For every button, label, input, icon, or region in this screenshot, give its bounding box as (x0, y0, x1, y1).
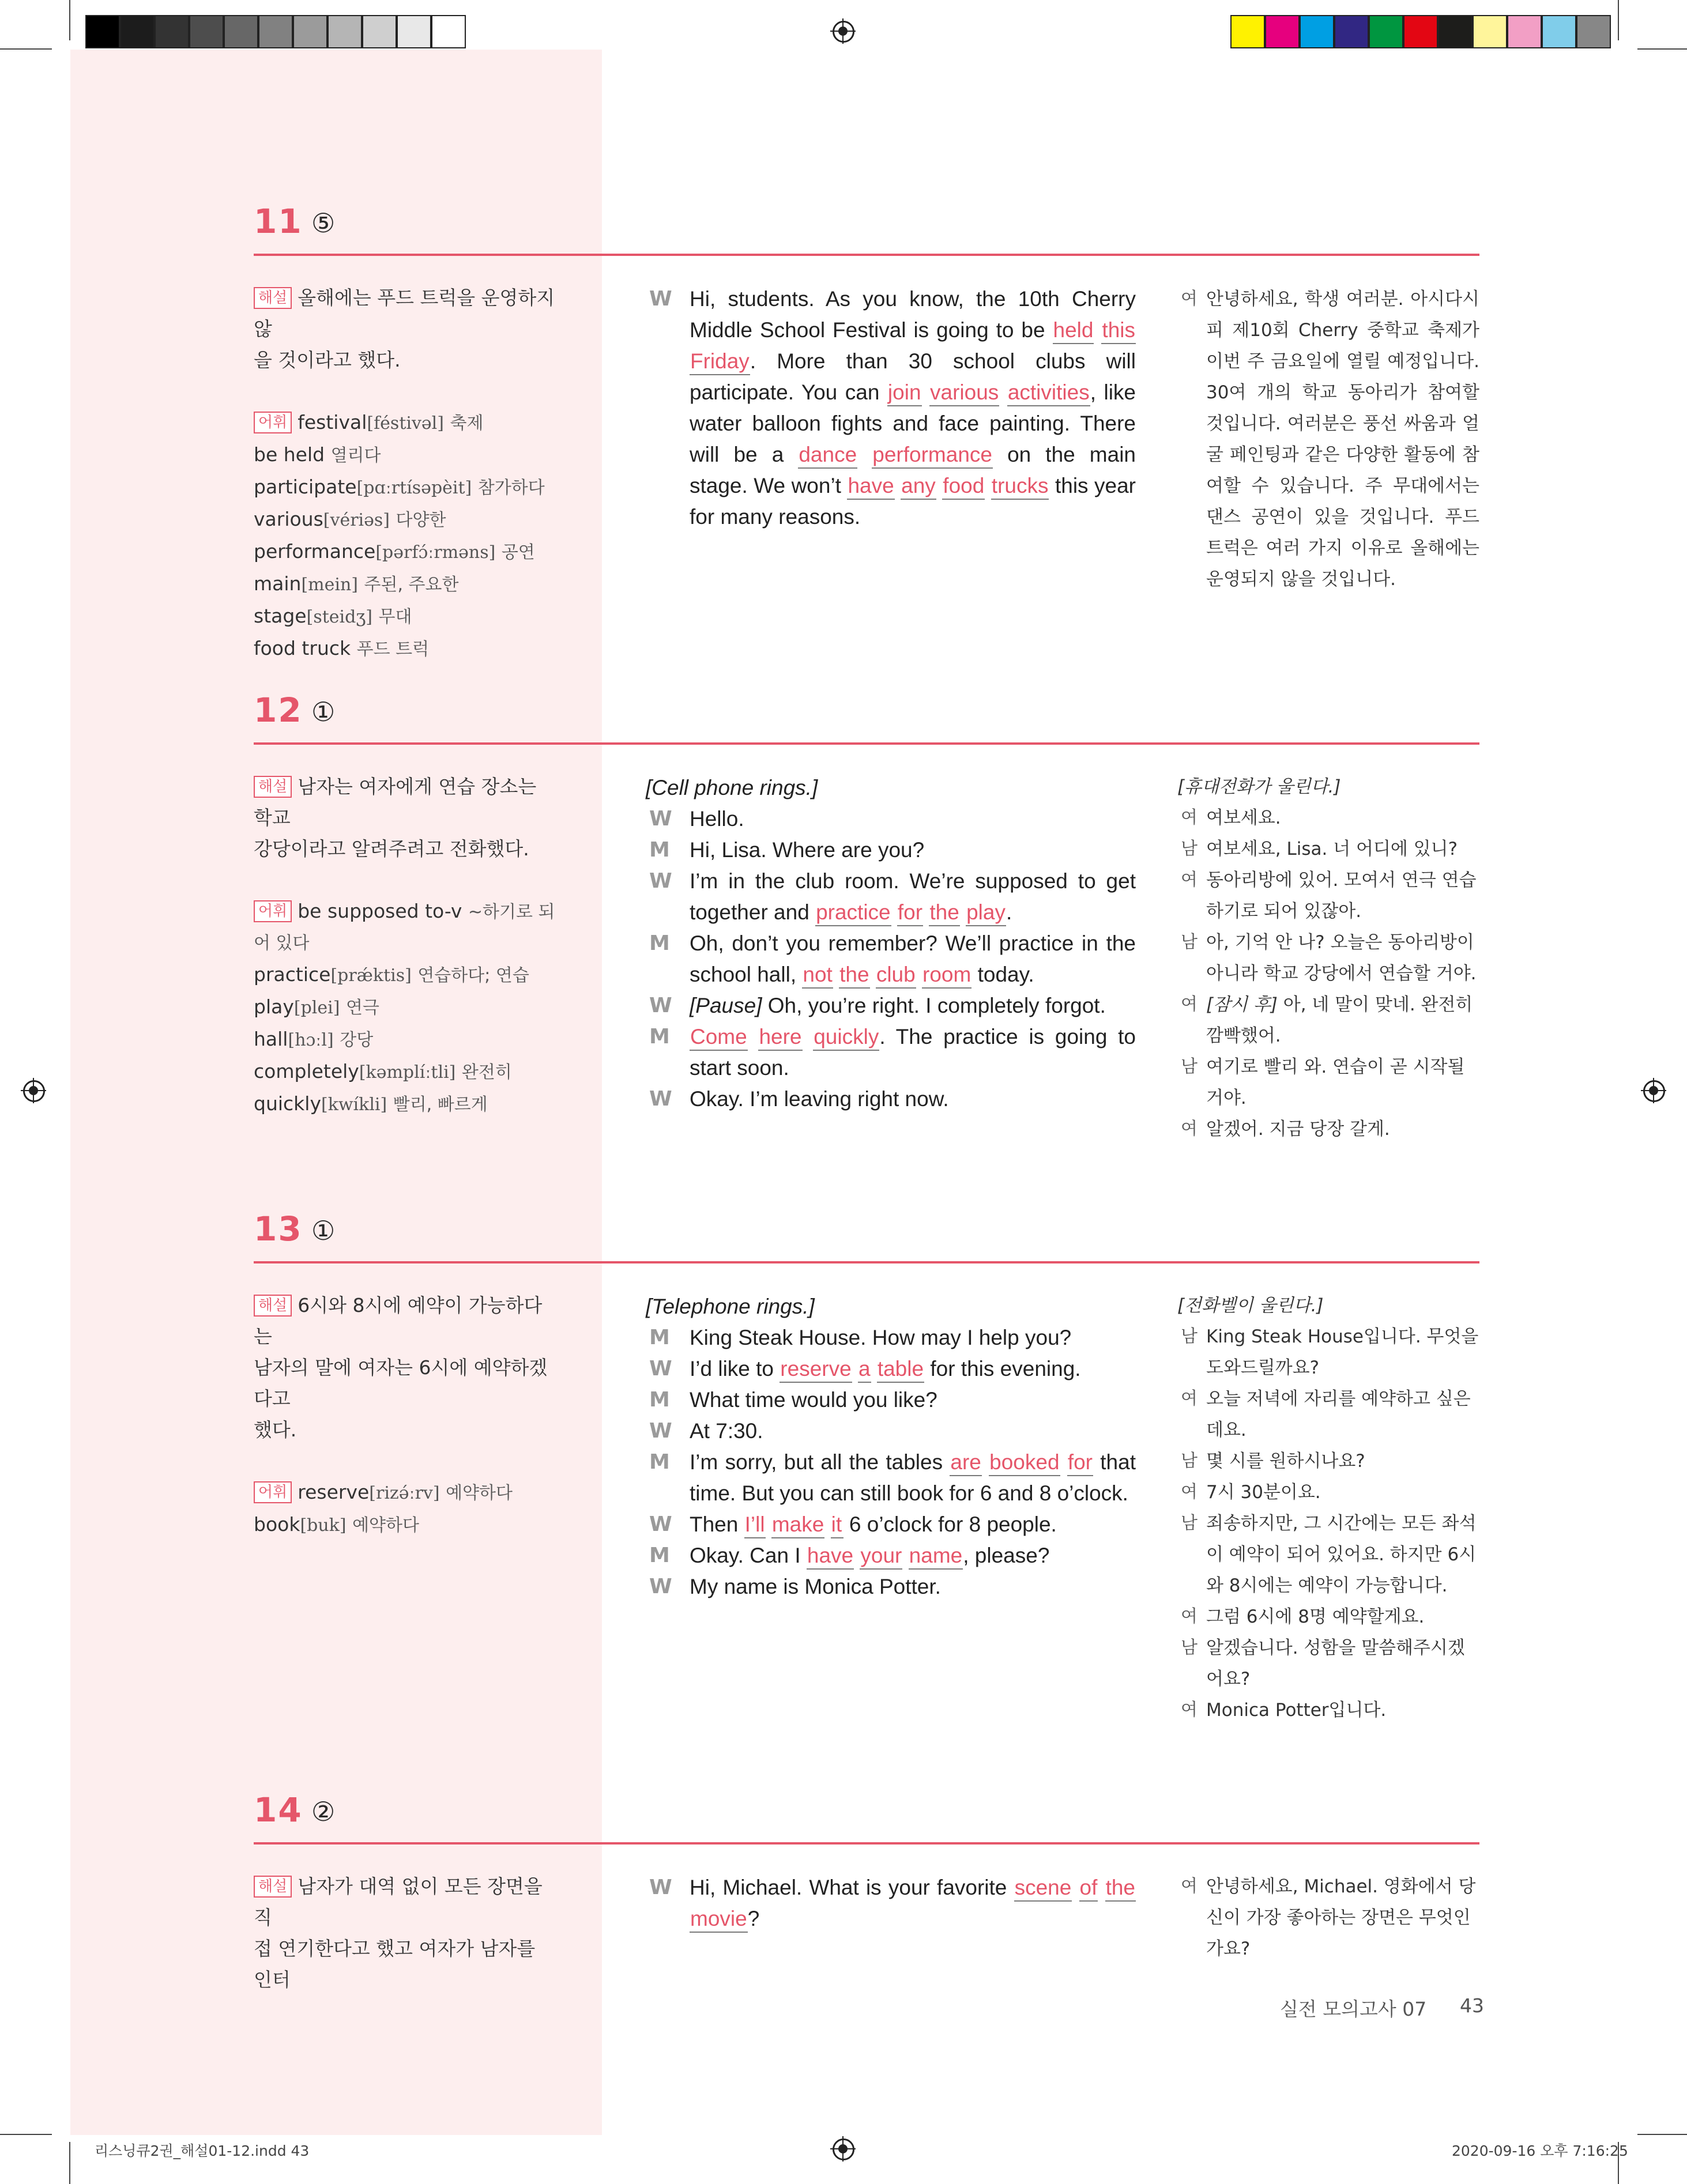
translation-text: 알겠어. 지금 당장 갈게. (1206, 1119, 1390, 1140)
explanation-line: 남자는 여자에게 연습 장소는 학교 (254, 775, 537, 829)
translation-text: 여기로 빨리 와. 연습이 곧 시작될 거야. (1206, 1057, 1465, 1108)
translation-text: 죄송하지만, 그 시간에는 모든 좌석이 예약이 되어 있어요. 하지만 6시와 8시에는 예약이 가능합니다. (1206, 1513, 1477, 1596)
script-text: Hi, Michael. What is your favorite (690, 1876, 1014, 1899)
vocab-word: play (254, 995, 294, 1018)
blank-answer: quickly (813, 1024, 879, 1051)
script-text: Then (690, 1512, 744, 1536)
crop-mark (69, 0, 70, 40)
vocab-gloss: 완전히 (461, 1062, 512, 1082)
vocab-ipa: [plei] (293, 998, 340, 1018)
blank-answer: table (877, 1356, 924, 1383)
translation-text: 안녕하세요, Michael. 영화에서 당신이 가장 좋아하는 장면은 무엇인가요? (1206, 1876, 1476, 1959)
explanation-note (254, 1290, 559, 1541)
section-divider (254, 1261, 1479, 1263)
blank-answer: not (802, 962, 833, 989)
explanation-tag: 해설 (254, 1295, 292, 1317)
vocab-word: hall (254, 1028, 288, 1050)
vocab-word: quickly (254, 1092, 321, 1115)
vocab-ipa: [hɔːl] (288, 1030, 334, 1050)
section-divider (254, 742, 1479, 745)
blank-answer: practice (815, 900, 891, 926)
speaker-label: 남 (1181, 1638, 1198, 1658)
vocab-gloss: 연극 (345, 998, 379, 1018)
speaker-label: 여 (1181, 1119, 1198, 1139)
section-divider (254, 1842, 1479, 1844)
blank-answer: for (897, 900, 923, 926)
explanation-note (254, 282, 559, 665)
script-text: today. (971, 963, 1034, 986)
gray-swatch (224, 15, 258, 48)
script-text: Hello. (690, 807, 744, 831)
blank-answer: join (887, 380, 922, 406)
vocab-word: participate (254, 476, 357, 498)
translation-text: 7시 30분이요. (1206, 1482, 1321, 1503)
blank-answer: reserve (780, 1356, 852, 1383)
speaker-label: 남 (1181, 932, 1198, 952)
vocab-word: book (254, 1513, 300, 1536)
translation-text: Monica Potter입니다. (1206, 1700, 1387, 1721)
explanation-line: 강당이라고 알려주려고 전화했다. (254, 838, 529, 860)
script-text: I’m sorry, but all the tables (690, 1450, 950, 1474)
blank-answer: room (922, 962, 971, 989)
gray-swatch (258, 15, 293, 48)
blank-answer: held (1053, 318, 1094, 344)
translation-text: 몇 시를 원하시나요? (1206, 1451, 1365, 1472)
vocab-tag: 어휘 (254, 412, 292, 433)
blank-answer: any (901, 473, 936, 500)
translation-text: 아, 네 말이 맞네. 완전히 깜빡했어. (1206, 994, 1473, 1046)
translation-text: 그럼 6시에 8명 예약할게요. (1206, 1606, 1425, 1627)
vocab-word: be held (254, 443, 325, 466)
korean-translation (1177, 1871, 1479, 1964)
blank-answer: dance (798, 442, 857, 469)
speaker-label: M (649, 838, 670, 862)
section-footer: 실전 모의고사 07 (1280, 1998, 1427, 2020)
explanation-line: 올해에는 푸드 트럭을 운영하지 않 (254, 286, 555, 340)
vocab-gloss: 공연 (501, 542, 535, 563)
registration-mark-left (21, 1078, 46, 1103)
stage-direction: [전화벨이 울린다.] (1177, 1295, 1324, 1316)
english-script (646, 1872, 1136, 1934)
vocab-gloss: 무대 (378, 607, 412, 627)
speaker-label: 여 (1181, 1876, 1198, 1896)
blank-answer: performance (872, 442, 993, 469)
script-text: Okay. I’m leaving right now. (690, 1087, 949, 1111)
script-text: this year for many reasons. (690, 474, 1136, 529)
speaker-label: M (649, 1544, 670, 1567)
translation-text: 여보세요, Lisa. 너 어디에 있니? (1206, 839, 1458, 859)
stage-direction: [Telephone rings.] (646, 1295, 815, 1318)
script-text: , like water balloon fights and face painting. There will be a (690, 380, 1136, 466)
answer-choice: ① (311, 1215, 336, 1246)
speaker-label: M (649, 931, 670, 955)
gray-swatch (155, 15, 189, 48)
translation-text: 아, 기억 안 나? 오늘은 동아리방이 아니라 학교 강당에서 연습할 거야. (1206, 932, 1477, 984)
speaker-label: 남 (1181, 1451, 1198, 1471)
speaker-label: W (649, 807, 672, 831)
translation-text: 오늘 저녁에 자리를 예약하고 싶은데요. (1206, 1389, 1471, 1440)
korean-translation (1177, 771, 1479, 1145)
file-slug: 리스닝큐2권_해설01-12.indd 43 (95, 2142, 310, 2159)
question-number: 13 (254, 1209, 303, 1248)
blank-answer: of (1079, 1875, 1098, 1902)
color-swatch (1300, 15, 1334, 48)
explanation-tag: 해설 (254, 287, 292, 309)
speaker-label: 여 (1181, 994, 1198, 1014)
registration-mark-bottom (830, 2136, 856, 2162)
vocab-word: reserve (298, 1481, 370, 1503)
vocab-gloss: 어 있다 (254, 933, 310, 953)
explanation-note (254, 1871, 559, 1996)
vocab-word: festival (298, 411, 367, 433)
crop-mark (1637, 2134, 1687, 2135)
stage-direction: [Pause] (690, 994, 762, 1017)
blank-answer: Come (690, 1024, 748, 1051)
blank-answer: booked (989, 1450, 1060, 1476)
gray-swatch (397, 15, 431, 48)
stage-direction: [Cell phone rings.] (646, 776, 818, 799)
vocab-ipa: [buk] (300, 1515, 347, 1536)
color-swatch (1230, 15, 1265, 48)
blank-answer: food (942, 473, 985, 500)
vocab-ipa: [kəmplíːtli] (359, 1062, 456, 1082)
explanation-line: 을 것이라고 했다. (254, 349, 401, 371)
vocab-word: be supposed to-v (298, 900, 462, 922)
speaker-label: 여 (1181, 1606, 1198, 1627)
script-text: . More than 30 school clubs will participate. You can (690, 349, 1136, 404)
blank-answer: here (758, 1024, 802, 1051)
speaker-label: 남 (1181, 839, 1198, 859)
vocab-word: main (254, 572, 302, 595)
script-text: that time. But you can still book for 6 and 8 o’clock. (690, 1450, 1136, 1505)
color-swatch (1403, 15, 1438, 48)
registration-mark-right (1641, 1078, 1666, 1103)
vocab-gloss: ~하기로 되 (468, 902, 555, 922)
script-text: on the main stage. We won’t (690, 443, 1136, 497)
korean-translation (1177, 284, 1479, 595)
explanation-line: 했다. (254, 1419, 297, 1441)
vocab-word: completely (254, 1060, 359, 1082)
speaker-label: W (649, 994, 672, 1017)
script-text: My name is Monica Potter. (690, 1575, 941, 1598)
blank-answer: trucks (991, 473, 1049, 500)
question-number: 14 (254, 1790, 303, 1830)
blank-answer: have (847, 473, 894, 500)
color-swatch (1265, 15, 1300, 48)
vocab-gloss: 푸드 트럭 (356, 639, 430, 659)
speaker-label: 여 (1181, 289, 1198, 309)
english-script (646, 284, 1136, 533)
translation-text: 안녕하세요, 학생 여러분. 아시다시피 제10회 Cherry 중학교 축제가 이번 주 금요일에 열릴 예정입니다. 30여 개의 학교 동아리가 참여할 것입니다. 여러분은 풍선 싸움과 얼굴 페인팅과 같은 다양한 활동에 참여할 수 있습니다. 주 무대에서는 댄스 공연이 있을 것입니다. 푸드 트럭은 여러 가지 이유로 올해에는 운영되지 않을 것입니다. (1206, 289, 1479, 590)
answer-choice: ⑤ (311, 208, 336, 239)
blank-answer: scene (1014, 1875, 1072, 1902)
blank-answer: make (771, 1512, 824, 1538)
blank-answer: it (831, 1512, 843, 1538)
explanation-line: 6시와 8시에 예약이 가능하다는 (254, 1294, 543, 1348)
vocab-word: practice (254, 963, 331, 986)
translation-text: 알겠습니다. 성함을 말씀해주시겠어요? (1206, 1638, 1465, 1689)
vocab-gloss: 주된, 주요한 (364, 575, 459, 595)
blank-answer: the (1105, 1875, 1136, 1902)
color-swatch (1473, 15, 1507, 48)
blank-answer: club (876, 962, 916, 989)
speaker-label: 여 (1181, 1389, 1198, 1409)
vocab-tag: 어휘 (254, 900, 292, 922)
script-text: I’d like to (690, 1357, 780, 1380)
vocab-ipa: [pɑːrtísəpèit] (356, 478, 472, 498)
speaker-label: 여 (1181, 1482, 1198, 1502)
translation-text: 여보세요. (1206, 808, 1281, 828)
question-number: 12 (254, 691, 303, 730)
vocab-ipa: [kwíkli] (321, 1095, 387, 1115)
speaker-label: W (649, 287, 672, 311)
color-swatch (1576, 15, 1611, 48)
speaker-label: W (649, 1512, 672, 1536)
speaker-label: 남 (1181, 1326, 1198, 1346)
color-swatch (1334, 15, 1369, 48)
vocab-gloss: 강당 (340, 1030, 374, 1050)
explanation-line: 접 연기한다고 했고 여자가 남자를 인터 (254, 1937, 536, 1991)
script-text: for this evening. (924, 1357, 1081, 1380)
gray-swatch (362, 15, 397, 48)
speaker-label: 여 (1181, 870, 1198, 890)
vocab-gloss: 참가하다 (477, 478, 545, 498)
blank-answer: the (929, 900, 959, 926)
vocab-word: food truck (254, 637, 351, 659)
color-swatch (1542, 15, 1576, 48)
vocab-ipa: [steidʒ] (306, 607, 372, 627)
script-text: Oh, don’t you remember? We’ll practice in the school hall, (690, 931, 1136, 986)
blank-answer: I’ll (744, 1512, 766, 1538)
crop-mark (0, 48, 52, 50)
blank-answer: name (909, 1543, 963, 1570)
script-text: ? (747, 1907, 760, 1930)
gray-swatch (189, 15, 224, 48)
blank-answer: Friday (690, 349, 750, 375)
script-text: , please? (963, 1544, 1050, 1567)
script-text: . The practice is going to start soon. (690, 1025, 1136, 1080)
vocab-ipa: [prǽktis] (330, 965, 412, 986)
blank-answer: for (1067, 1450, 1093, 1476)
blank-answer: play (966, 900, 1006, 926)
vocab-ipa: [pərfɔ́ːrməns] (375, 542, 496, 563)
translation-text: 동아리방에 있어. 모여서 연극 연습하기로 되어 있잖아. (1206, 870, 1477, 922)
question-number: 11 (254, 202, 303, 241)
answer-choice: ① (311, 696, 336, 727)
vocab-ipa: [rizə́ːrv] (369, 1483, 440, 1503)
vocab-gloss: 빨리, 빠르게 (393, 1095, 488, 1115)
color-swatch (1438, 15, 1473, 48)
stage-direction: [휴대전화가 울린다.] (1177, 776, 1341, 797)
english-script (646, 772, 1136, 1115)
crop-mark (69, 2142, 70, 2184)
vocab-gloss: 연습하다; 연습 (417, 965, 529, 986)
vocab-gloss: 다양한 (396, 510, 446, 530)
speaker-label: 남 (1181, 1513, 1198, 1533)
explanation-tag: 해설 (254, 1876, 292, 1898)
speaker-label: W (649, 1357, 672, 1380)
explanation-line: 남자가 대역 없이 모든 장면을 직 (254, 1875, 543, 1929)
script-text: Okay. Can I (690, 1544, 807, 1567)
vocab-gloss: 예약하다 (446, 1483, 513, 1503)
speaker-label: W (649, 1876, 672, 1899)
crop-mark (1618, 0, 1619, 40)
script-text: I’m in the club room. We’re supposed to get together and (690, 869, 1136, 924)
speaker-label: 여 (1181, 808, 1198, 828)
gray-swatch (85, 15, 120, 48)
page-number: 43 (1460, 1994, 1484, 2017)
vocab-word: various (254, 508, 323, 530)
speaker-label: 여 (1181, 1700, 1198, 1720)
section-divider (254, 254, 1479, 256)
script-text: What time would you like? (690, 1388, 937, 1412)
vocab-word: stage (254, 605, 307, 627)
explanation-note (254, 771, 559, 1121)
explanation-tag: 해설 (254, 776, 292, 798)
blank-answer: this (1101, 318, 1136, 344)
crop-mark (1637, 48, 1687, 50)
color-swatch (1507, 15, 1542, 48)
speaker-label: W (649, 1419, 672, 1443)
translation-text: King Steak House입니다. 무엇을 도와드릴까요? (1206, 1326, 1479, 1378)
script-text: King Steak House. How may I help you? (690, 1326, 1072, 1349)
vocab-gloss: 열리다 (330, 446, 381, 466)
script-text: Hi, Lisa. Where are you? (690, 838, 925, 862)
script-text: At 7:30. (690, 1419, 763, 1443)
vocab-gloss: 예약하다 (352, 1515, 419, 1536)
blank-answer: are (950, 1450, 981, 1476)
blank-answer: various (929, 380, 999, 406)
speaker-label: M (649, 1450, 670, 1474)
stage-direction: [잠시 후] (1206, 994, 1278, 1015)
speaker-label: W (649, 1575, 672, 1598)
gray-swatch (293, 15, 327, 48)
blank-answer: a (858, 1356, 871, 1383)
gray-swatch (327, 15, 362, 48)
korean-translation (1177, 1290, 1479, 1726)
english-script (646, 1291, 1136, 1602)
speaker-label: M (649, 1025, 670, 1048)
vocab-ipa: [féstivəl] (367, 413, 444, 433)
vocab-ipa: [vériəs] (323, 510, 390, 530)
speaker-label: W (649, 1087, 672, 1111)
script-text: . (1006, 900, 1012, 924)
blank-answer: activities (1007, 380, 1090, 406)
gray-swatch (431, 15, 466, 48)
blank-answer: the (839, 962, 869, 989)
speaker-label: M (649, 1326, 670, 1349)
crop-mark (0, 2134, 52, 2135)
vocab-tag: 어휘 (254, 1481, 292, 1503)
explanation-line: 남자의 말에 여자는 6시에 예약하겠다고 (254, 1356, 548, 1410)
speaker-label: M (649, 1388, 670, 1412)
speaker-label: 남 (1181, 1057, 1198, 1077)
vocab-ipa: [mein] (301, 575, 358, 595)
blank-answer: your (860, 1543, 902, 1570)
speaker-label: W (649, 869, 672, 893)
vocab-word: performance (254, 540, 376, 563)
date-slug: 2020-09-16 오후 7:16:25 (1452, 2142, 1628, 2159)
vocab-gloss: 축제 (450, 413, 484, 433)
blank-answer: movie (690, 1906, 748, 1933)
answer-choice: ② (311, 1796, 336, 1827)
script-text: 6 o’clock for 8 people. (843, 1512, 1057, 1536)
script-text: Hi, students. As you know, the 10th Cherry Middle School Festival is going to be (690, 287, 1136, 342)
color-swatch (1369, 15, 1403, 48)
gray-swatch (120, 15, 155, 48)
blank-answer: have (807, 1543, 854, 1570)
script-text: Oh, you’re right. I completely forgot. (762, 994, 1106, 1017)
registration-mark-top (830, 18, 856, 44)
